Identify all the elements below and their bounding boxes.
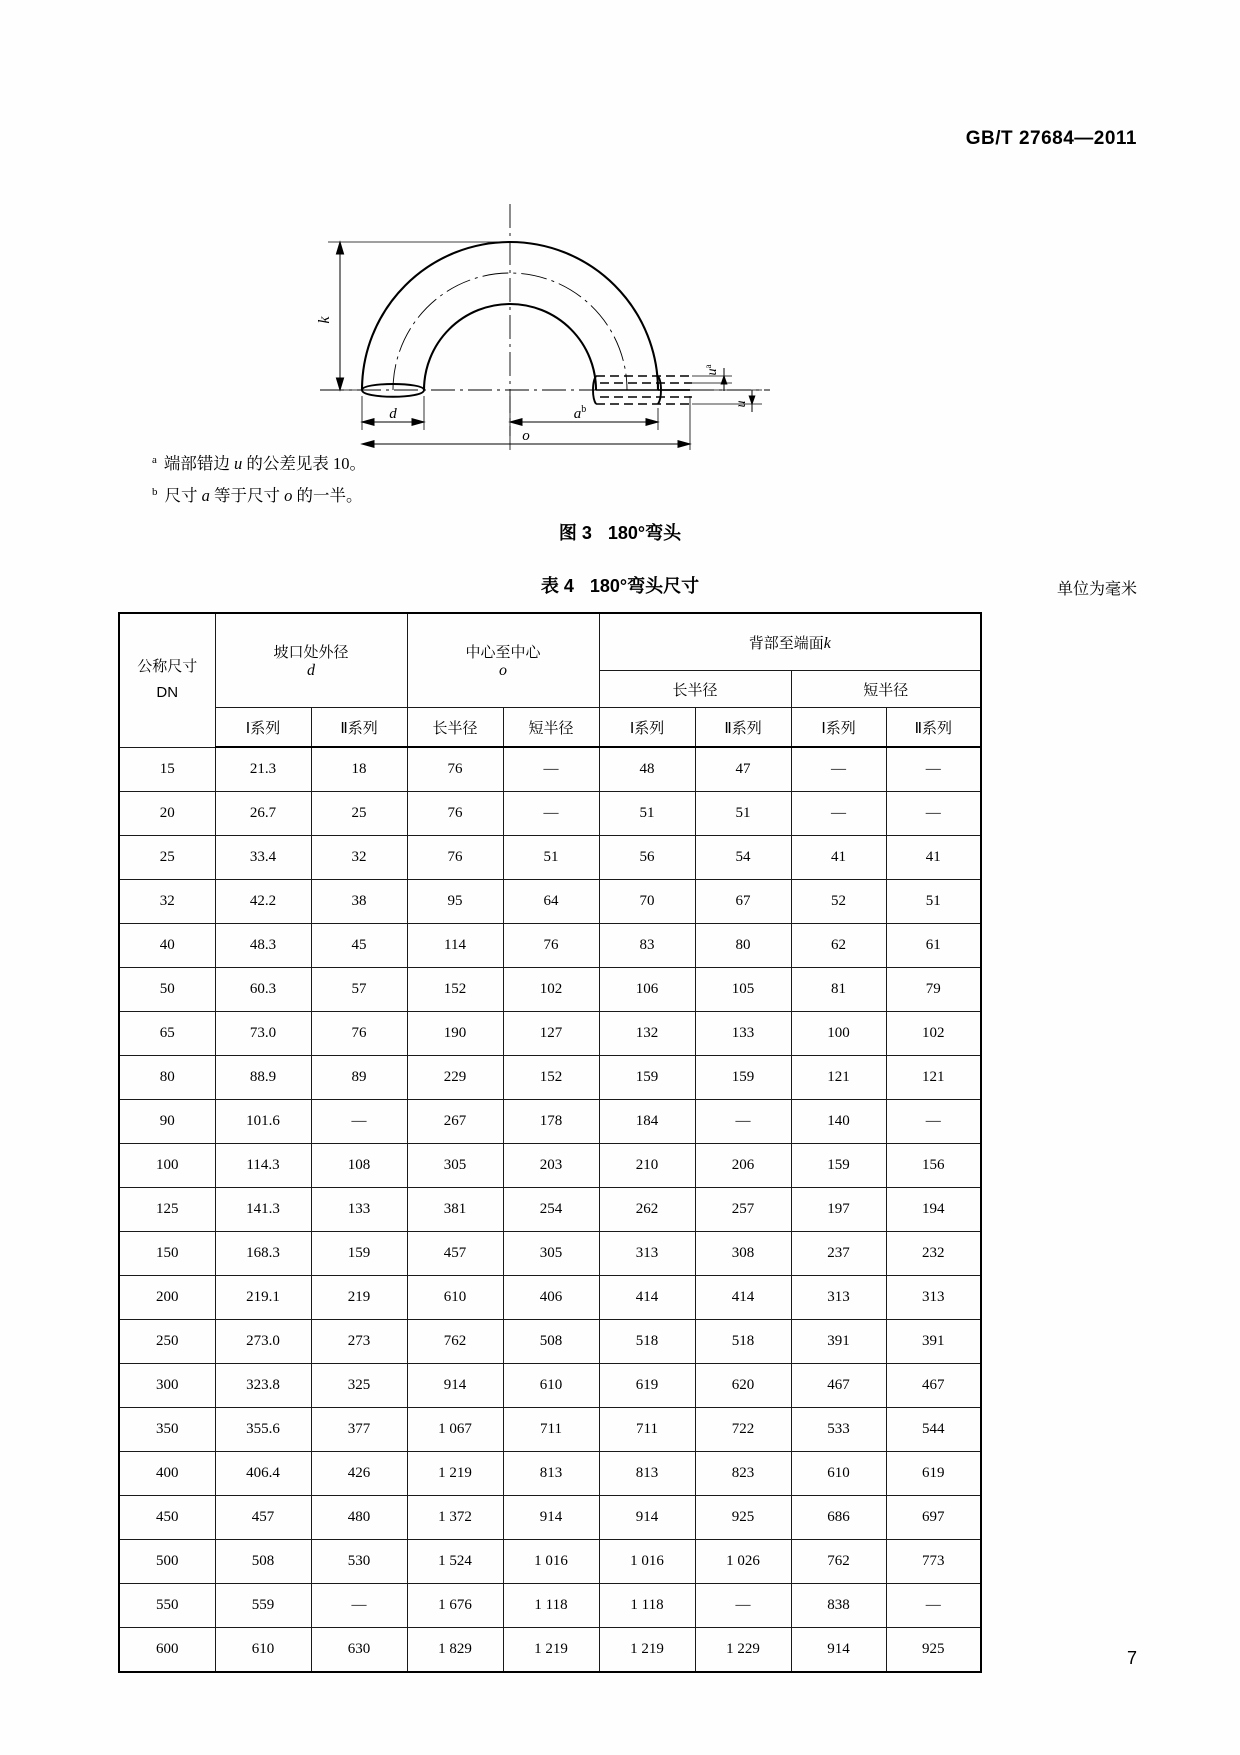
table-cell: 377 — [311, 1408, 407, 1452]
table-cell: 914 — [791, 1628, 886, 1673]
table-cell: 102 — [886, 1012, 981, 1056]
table-cell: 197 — [791, 1188, 886, 1232]
table-cell: 762 — [791, 1540, 886, 1584]
table-cell: 508 — [215, 1540, 311, 1584]
cell-nominal-size: 350 — [119, 1408, 215, 1452]
footnote-a-mark: a — [152, 453, 157, 466]
table-cell: 76 — [407, 836, 503, 880]
table-cell: 73.0 — [215, 1012, 311, 1056]
cell-nominal-size: 25 — [119, 836, 215, 880]
dimension-table — [118, 612, 982, 1673]
figure-caption — [0, 519, 1240, 545]
table-cell: 210 — [599, 1144, 695, 1188]
table-cell: 480 — [311, 1496, 407, 1540]
header-back-to-face-symbol: k — [823, 634, 831, 652]
cell-nominal-size: 90 — [119, 1100, 215, 1144]
table-cell: 1 118 — [599, 1584, 695, 1628]
table-cell: 813 — [599, 1452, 695, 1496]
table-cell: 722 — [695, 1408, 791, 1452]
page-number: 7 — [1126, 1648, 1137, 1668]
table-cell: 1 118 — [503, 1584, 599, 1628]
header-d-series-1: Ⅰ系列 — [215, 708, 311, 748]
table-cell: 18 — [311, 747, 407, 792]
table-cell: 76 — [503, 924, 599, 968]
table-cell: 76 — [311, 1012, 407, 1056]
dimension-label-o: o — [522, 428, 530, 444]
dimension-label-a: $a^b$ — [573, 404, 587, 422]
table-cell: 232 — [886, 1232, 981, 1276]
table-cell: 33.4 — [215, 836, 311, 880]
footnote-b-symbol-a: a — [201, 486, 210, 506]
table-cell: 133 — [311, 1188, 407, 1232]
figure-footnotes — [152, 448, 852, 512]
table-cell: 1 219 — [407, 1452, 503, 1496]
table-cell: 1 676 — [407, 1584, 503, 1628]
table-cell: 273.0 — [215, 1320, 311, 1364]
table-row — [119, 1232, 981, 1276]
table-cell: 697 — [886, 1496, 981, 1540]
header-k-long-series-2: Ⅱ系列 — [695, 708, 791, 748]
table-cell: 48.3 — [215, 924, 311, 968]
header-d-series-2: Ⅱ系列 — [311, 708, 407, 748]
table-cell: 773 — [886, 1540, 981, 1584]
table-cell: 414 — [695, 1276, 791, 1320]
table-cell: 51 — [695, 792, 791, 836]
table-cell: 1 829 — [407, 1628, 503, 1673]
cell-nominal-size: 100 — [119, 1144, 215, 1188]
header-bevel-od — [215, 613, 407, 708]
table-cell: 530 — [311, 1540, 407, 1584]
table-cell: 533 — [791, 1408, 886, 1452]
table-cell: 1 219 — [503, 1628, 599, 1673]
table-row — [119, 1012, 981, 1056]
table-cell: 42.2 — [215, 880, 311, 924]
table-cell: 426 — [311, 1452, 407, 1496]
table-cell: 518 — [599, 1320, 695, 1364]
table-cell: 838 — [791, 1584, 886, 1628]
cell-nominal-size: 15 — [119, 747, 215, 792]
table-caption-title: 180°弯头尺寸 — [589, 576, 700, 596]
footnote-a-text-after: 的公差见表 10。 — [242, 454, 367, 473]
table-cell: 51 — [886, 880, 981, 924]
table-cell: 381 — [407, 1188, 503, 1232]
table-cell: 610 — [407, 1276, 503, 1320]
table-cell: 190 — [407, 1012, 503, 1056]
table-row — [119, 1320, 981, 1364]
elbow-180-figure — [300, 168, 820, 453]
cell-nominal-size: 32 — [119, 880, 215, 924]
table-cell: 308 — [695, 1232, 791, 1276]
table-cell: 762 — [407, 1320, 503, 1364]
table-cell: 457 — [215, 1496, 311, 1540]
table-row — [119, 1452, 981, 1496]
header-bevel-od-symbol: d — [307, 662, 315, 679]
table-cell: 925 — [695, 1496, 791, 1540]
table-cell: 610 — [215, 1628, 311, 1673]
table-row — [119, 1188, 981, 1232]
table-row — [119, 968, 981, 1012]
table-cell: 89 — [311, 1056, 407, 1100]
header-center-to-center-symbol: o — [499, 662, 508, 679]
table-cell: 508 — [503, 1320, 599, 1364]
table-header-row-3 — [119, 708, 981, 748]
dimension-table-wrapper — [118, 612, 980, 1673]
table-cell: 544 — [886, 1408, 981, 1452]
table-cell: — — [311, 1100, 407, 1144]
header-nominal-size-line2: DN — [156, 684, 179, 702]
header-k-short-radius: 短半径 — [791, 671, 981, 708]
table-row — [119, 792, 981, 836]
footnote-a — [152, 448, 852, 480]
table-cell: 25 — [311, 792, 407, 836]
table-cell: 305 — [503, 1232, 599, 1276]
table-cell: — — [503, 792, 599, 836]
table-cell: 159 — [695, 1056, 791, 1100]
cell-nominal-size: 500 — [119, 1540, 215, 1584]
cell-nominal-size: 300 — [119, 1364, 215, 1408]
table-cell: 141.3 — [215, 1188, 311, 1232]
cell-nominal-size: 250 — [119, 1320, 215, 1364]
table-cell: 914 — [407, 1364, 503, 1408]
footnote-b-text-after: 的一半。 — [292, 486, 363, 506]
table-cell: 313 — [886, 1276, 981, 1320]
dimension-label-u-top: $u^a$ — [703, 364, 720, 376]
table-cell: 406.4 — [215, 1452, 311, 1496]
table-cell: 1 229 — [695, 1628, 791, 1673]
table-cell: 102 — [503, 968, 599, 1012]
table-cell: 219.1 — [215, 1276, 311, 1320]
table-row — [119, 1056, 981, 1100]
table-cell: 184 — [599, 1100, 695, 1144]
header-center-to-center — [407, 613, 599, 708]
dimension-label-k: k — [316, 316, 333, 324]
figure-caption-label: 图 3 — [558, 523, 592, 543]
header-k-short-series-2: Ⅱ系列 — [886, 708, 981, 748]
table-cell: 76 — [407, 792, 503, 836]
cell-nominal-size: 40 — [119, 924, 215, 968]
table-row — [119, 1408, 981, 1452]
header-k-short-series-1: Ⅰ系列 — [791, 708, 886, 748]
table-cell: 711 — [503, 1408, 599, 1452]
footnote-a-symbol: u — [234, 454, 243, 473]
table-cell: 1 026 — [695, 1540, 791, 1584]
table-row — [119, 836, 981, 880]
table-cell: 61 — [886, 924, 981, 968]
table-cell: 391 — [886, 1320, 981, 1364]
table-cell: 559 — [215, 1584, 311, 1628]
table-cell: 95 — [407, 880, 503, 924]
table-cell: 32 — [311, 836, 407, 880]
dimension-label-u-bottom: u — [734, 400, 749, 408]
table-cell: 45 — [311, 924, 407, 968]
table-cell: 610 — [791, 1452, 886, 1496]
table-row — [119, 1144, 981, 1188]
table-cell: 620 — [695, 1364, 791, 1408]
table-cell: 83 — [599, 924, 695, 968]
table-row — [119, 1540, 981, 1584]
table-cell: 108 — [311, 1144, 407, 1188]
table-cell: 60.3 — [215, 968, 311, 1012]
table-cell: 101.6 — [215, 1100, 311, 1144]
table-cell: 406 — [503, 1276, 599, 1320]
table-cell: 711 — [599, 1408, 695, 1452]
table-cell: 106 — [599, 968, 695, 1012]
table-cell: 305 — [407, 1144, 503, 1188]
table-cell: 619 — [886, 1452, 981, 1496]
header-k-long-series-1: Ⅰ系列 — [599, 708, 695, 748]
table-cell: 630 — [311, 1628, 407, 1673]
table-cell: 325 — [311, 1364, 407, 1408]
table-cell: 121 — [886, 1056, 981, 1100]
table-row — [119, 1584, 981, 1628]
header-k-long-radius: 长半径 — [599, 671, 791, 708]
table-cell: 467 — [886, 1364, 981, 1408]
cell-nominal-size: 400 — [119, 1452, 215, 1496]
table-cell: — — [503, 747, 599, 792]
table-cell: — — [886, 1100, 981, 1144]
cell-nominal-size: 125 — [119, 1188, 215, 1232]
table-cell: 914 — [503, 1496, 599, 1540]
cell-nominal-size: 600 — [119, 1628, 215, 1673]
table-cell: 457 — [407, 1232, 503, 1276]
table-cell: 26.7 — [215, 792, 311, 836]
figure-caption-title: 180°弯头 — [607, 523, 682, 543]
table-cell: — — [791, 747, 886, 792]
cell-nominal-size: 450 — [119, 1496, 215, 1540]
dimension-label-d: d — [389, 406, 397, 422]
table-cell: 54 — [695, 836, 791, 880]
table-cell: 51 — [599, 792, 695, 836]
table-caption — [0, 572, 1240, 598]
table-cell: 1 067 — [407, 1408, 503, 1452]
footnote-b-text-before: 尺寸 — [164, 486, 202, 506]
table-caption-label: 表 4 — [540, 576, 574, 596]
table-cell: 152 — [503, 1056, 599, 1100]
table-cell: 813 — [503, 1452, 599, 1496]
table-cell: 323.8 — [215, 1364, 311, 1408]
table-cell: 47 — [695, 747, 791, 792]
table-row — [119, 1100, 981, 1144]
table-cell: 52 — [791, 880, 886, 924]
table-cell: 48 — [599, 747, 695, 792]
table-cell: 114.3 — [215, 1144, 311, 1188]
table-cell: 262 — [599, 1188, 695, 1232]
table-cell: 203 — [503, 1144, 599, 1188]
table-header-row-1 — [119, 613, 981, 671]
table-cell: 41 — [791, 836, 886, 880]
footnote-b-text-mid: 等于尺寸 — [209, 486, 285, 506]
table-cell: 76 — [407, 747, 503, 792]
footnote-a-text-before: 端部错边 — [163, 454, 235, 473]
table-cell: 273 — [311, 1320, 407, 1364]
table-cell: — — [886, 1584, 981, 1628]
table-cell: 41 — [886, 836, 981, 880]
table-cell: 100 — [791, 1012, 886, 1056]
table-cell: 121 — [791, 1056, 886, 1100]
table-cell: 114 — [407, 924, 503, 968]
table-cell: 355.6 — [215, 1408, 311, 1452]
table-cell: 140 — [791, 1100, 886, 1144]
table-cell: 914 — [599, 1496, 695, 1540]
table-cell: 925 — [886, 1628, 981, 1673]
table-cell: 686 — [791, 1496, 886, 1540]
cell-nominal-size: 80 — [119, 1056, 215, 1100]
table-cell: 67 — [695, 880, 791, 924]
table-cell: 159 — [311, 1232, 407, 1276]
table-cell: 1 016 — [599, 1540, 695, 1584]
table-row — [119, 1364, 981, 1408]
table-cell: 257 — [695, 1188, 791, 1232]
table-cell: 194 — [886, 1188, 981, 1232]
header-nominal-size — [119, 613, 215, 747]
table-cell: 127 — [503, 1012, 599, 1056]
table-cell: — — [886, 792, 981, 836]
table-cell: 1 372 — [407, 1496, 503, 1540]
table-cell: 159 — [599, 1056, 695, 1100]
table-cell: 823 — [695, 1452, 791, 1496]
table-cell: 619 — [599, 1364, 695, 1408]
cell-nominal-size: 50 — [119, 968, 215, 1012]
table-row — [119, 747, 981, 792]
header-back-to-face — [599, 613, 981, 671]
table-cell: 152 — [407, 968, 503, 1012]
table-cell: 64 — [503, 880, 599, 924]
table-cell: 206 — [695, 1144, 791, 1188]
header-center-to-center-text: 中心至中心 — [465, 644, 541, 661]
table-row — [119, 924, 981, 968]
table-cell: — — [695, 1100, 791, 1144]
table-cell: 105 — [695, 968, 791, 1012]
table-cell: — — [886, 747, 981, 792]
table-row — [119, 880, 981, 924]
header-nominal-size-line1: 公称尺寸 — [137, 658, 198, 675]
table-cell: 518 — [695, 1320, 791, 1364]
footnote-b-symbol-o: o — [284, 486, 293, 506]
table-row — [119, 1496, 981, 1540]
cell-nominal-size: 20 — [119, 792, 215, 836]
header-o-long-radius: 长半径 — [407, 708, 503, 748]
table-cell: 57 — [311, 968, 407, 1012]
header-bevel-od-text: 坡口处外径 — [273, 644, 349, 661]
dimension-table-body — [119, 747, 981, 1672]
table-row — [119, 1276, 981, 1320]
cell-nominal-size: 65 — [119, 1012, 215, 1056]
table-units-note: 单位为毫米 — [1056, 581, 1137, 598]
table-cell: 391 — [791, 1320, 886, 1364]
table-cell: 168.3 — [215, 1232, 311, 1276]
header-o-short-radius: 短半径 — [503, 708, 599, 748]
table-cell: 267 — [407, 1100, 503, 1144]
elbow-drawing-svg — [300, 168, 820, 453]
table-cell: 178 — [503, 1100, 599, 1144]
table-cell: 88.9 — [215, 1056, 311, 1100]
table-cell: — — [695, 1584, 791, 1628]
table-cell: 81 — [791, 968, 886, 1012]
standard-code-header: GB/T 27684—2011 — [965, 128, 1137, 149]
table-cell: 229 — [407, 1056, 503, 1100]
table-cell: 254 — [503, 1188, 599, 1232]
table-cell: 70 — [599, 880, 695, 924]
table-cell: 313 — [599, 1232, 695, 1276]
table-cell: 132 — [599, 1012, 695, 1056]
table-cell: 156 — [886, 1144, 981, 1188]
table-cell: 467 — [791, 1364, 886, 1408]
table-cell: 313 — [791, 1276, 886, 1320]
table-cell: 38 — [311, 880, 407, 924]
table-cell: 133 — [695, 1012, 791, 1056]
table-cell: 51 — [503, 836, 599, 880]
table-cell: 414 — [599, 1276, 695, 1320]
table-cell: 219 — [311, 1276, 407, 1320]
cell-nominal-size: 150 — [119, 1232, 215, 1276]
cell-nominal-size: 200 — [119, 1276, 215, 1320]
table-cell: — — [311, 1584, 407, 1628]
table-row — [119, 1628, 981, 1673]
table-cell: — — [791, 792, 886, 836]
cell-nominal-size: 550 — [119, 1584, 215, 1628]
table-cell: 56 — [599, 836, 695, 880]
table-cell: 21.3 — [215, 747, 311, 792]
table-cell: 159 — [791, 1144, 886, 1188]
footnote-b — [152, 480, 852, 512]
table-cell: 1 016 — [503, 1540, 599, 1584]
table-cell: 610 — [503, 1364, 599, 1408]
footnote-b-mark: b — [152, 485, 158, 498]
header-back-to-face-text: 背部至端面 — [748, 634, 824, 652]
table-cell: 1 219 — [599, 1628, 695, 1673]
table-cell: 80 — [695, 924, 791, 968]
table-cell: 62 — [791, 924, 886, 968]
table-cell: 79 — [886, 968, 981, 1012]
table-cell: 237 — [791, 1232, 886, 1276]
table-cell: 1 524 — [407, 1540, 503, 1584]
